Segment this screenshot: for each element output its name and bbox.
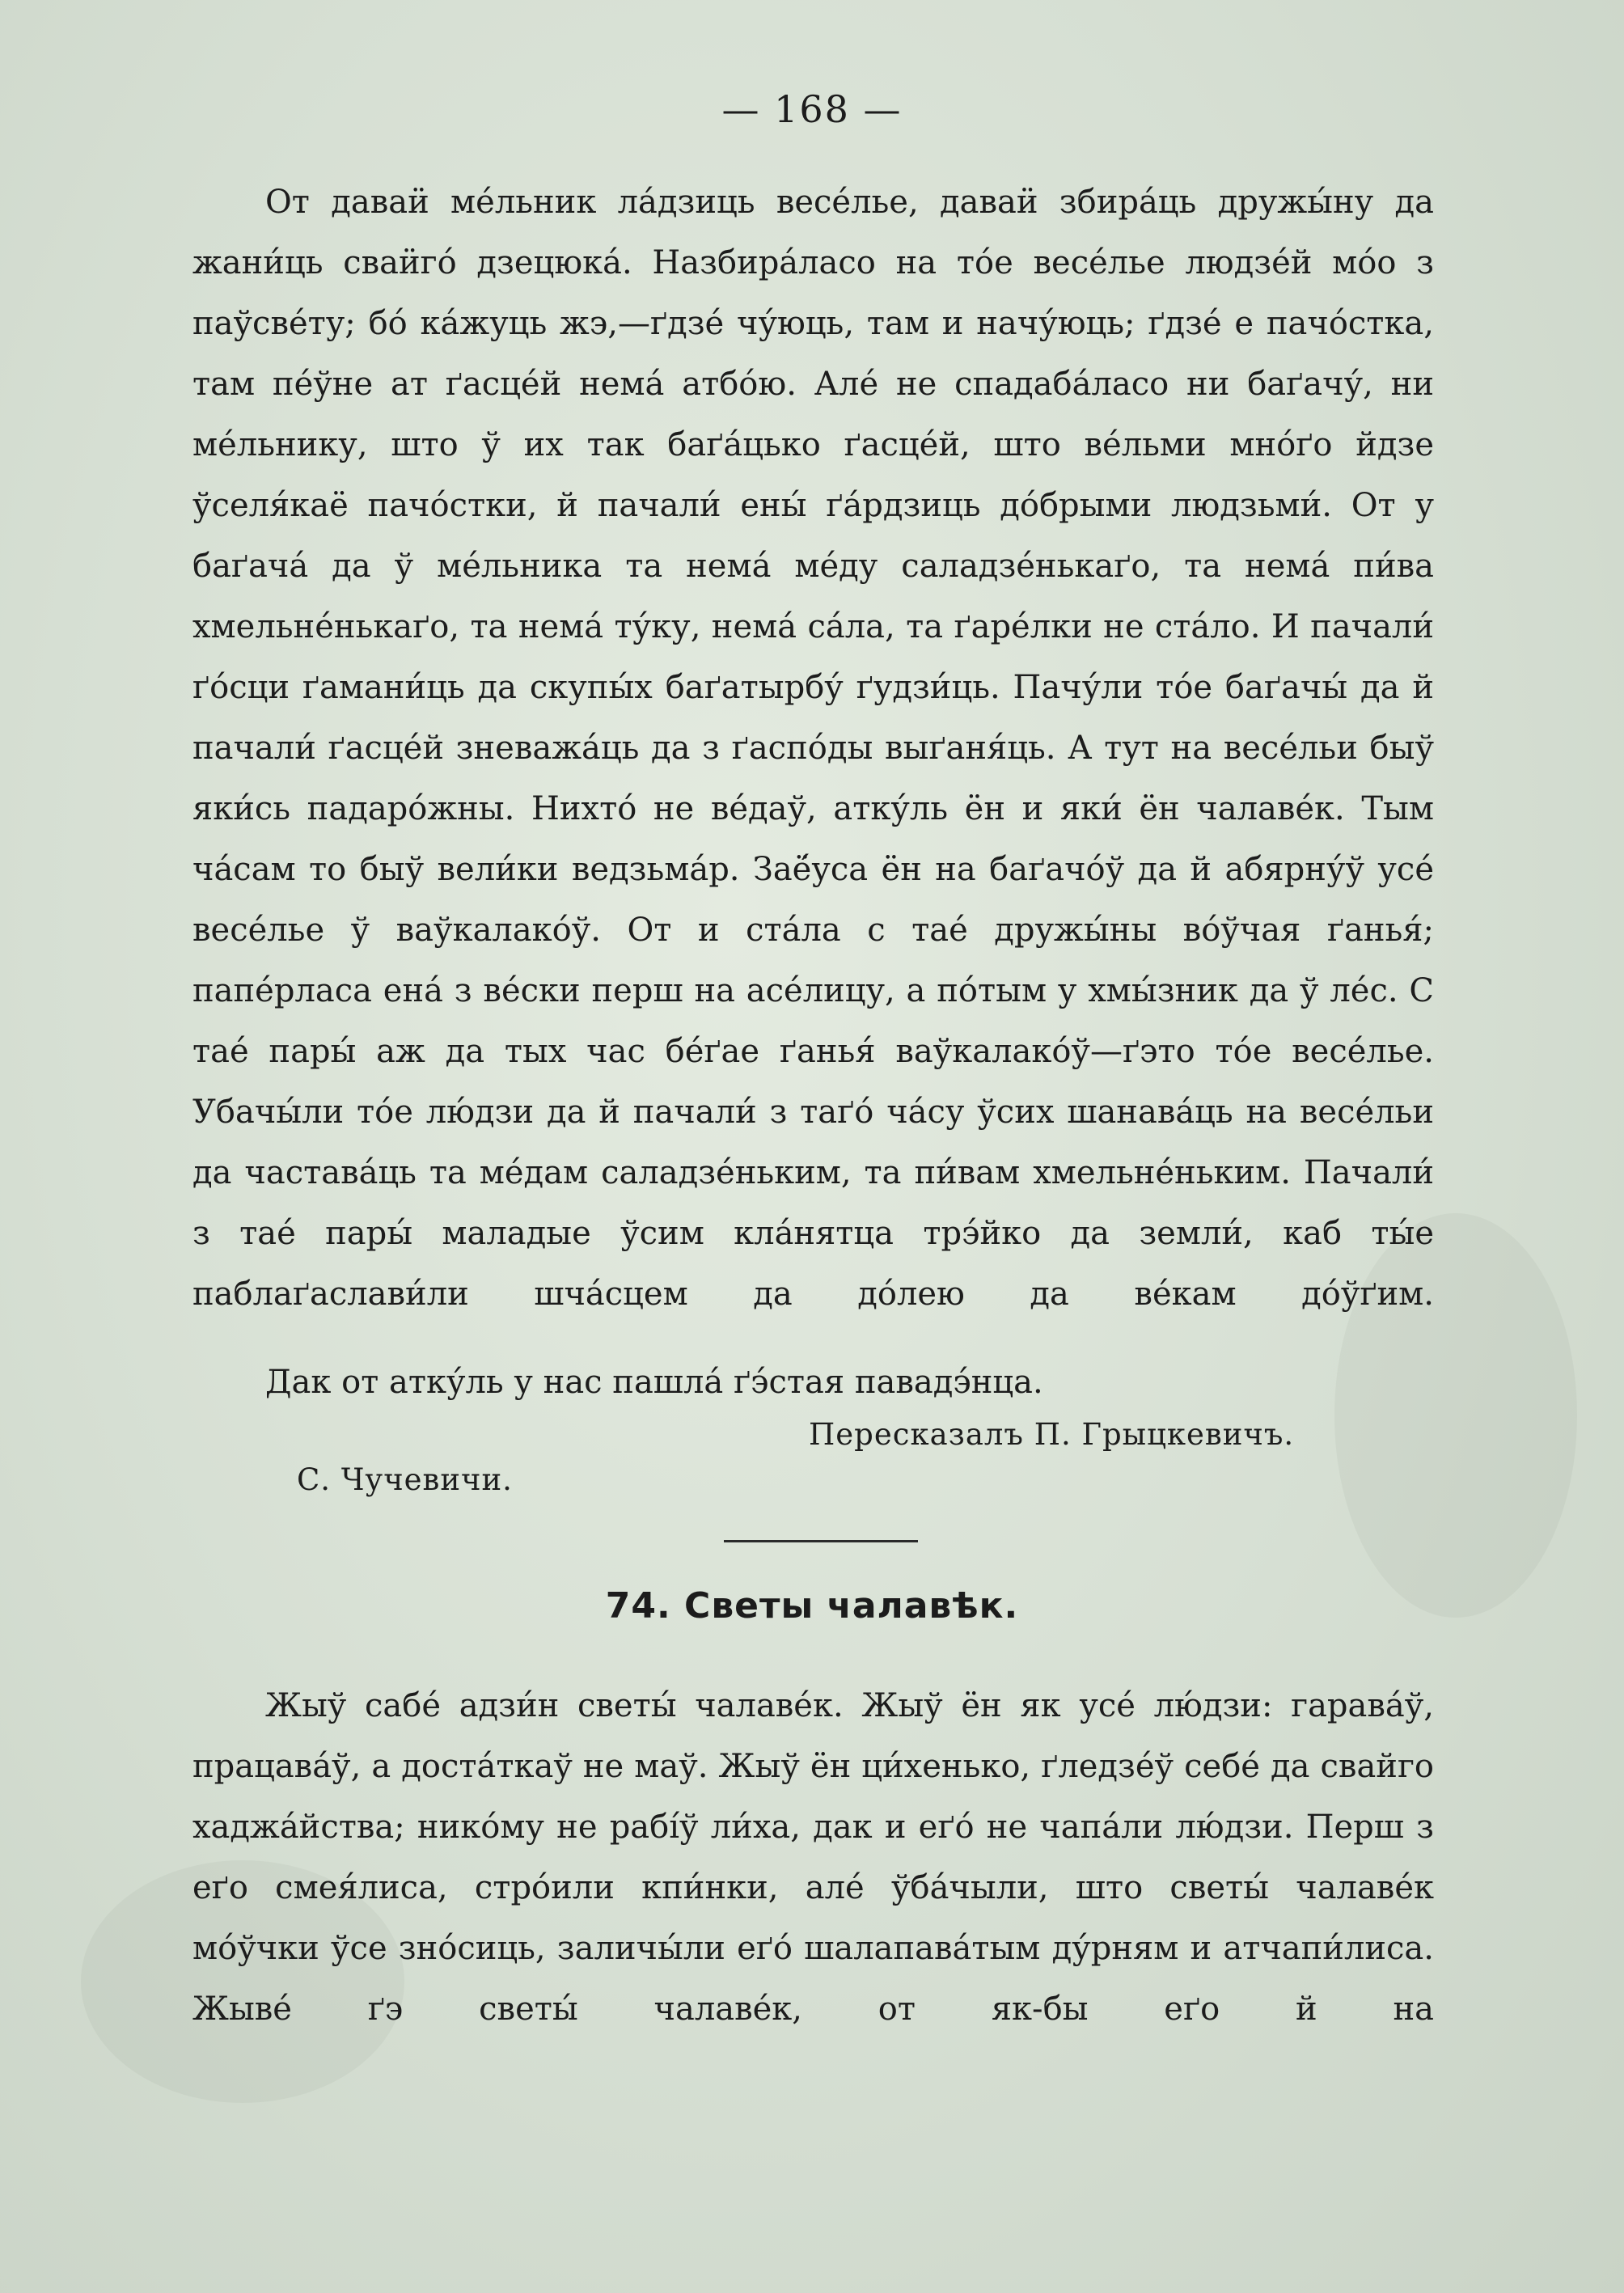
section-divider: [724, 1540, 918, 1542]
story-paragraph: Жыў сабе́ адзи́н светы́ чалаве́к. Жыў ён як усе́ лю́дзи: гарава́ў, працава́ў, а доста́ткаў не маў. Жыў ён ци́хенько, ґледзе́ў себе́ да свайго хаджа́йства; нико́му не рабі́ў ли́ха, дак и еґо́ не чапа́ли лю́дзи. Перш з еґо смея́лиса, стро́или кпи́нки, але́ ўба́чыли, што светы́ чалаве́к мо́ўчки ўсе зно́сиць, заличы́ли еґо́ шалапава́тым ду́рням и атчапи́лиса. Жыве́ ґэ светы́ чалаве́к, от як-бы еґо й на: [192, 1687, 1434, 2028]
story-heading: 74. Светы чалавѣк.: [605, 1585, 1019, 1627]
village-name: С. Чучевичи.: [297, 1462, 513, 1497]
page-number: — 168 —: [721, 87, 903, 131]
story-paragraph: От даваӥ ме́льник ла́дзиць весе́лье, даваӥ збира́ць дружы́ну да жани́ць сваӥго́ дзецюка́. Назбира́ласо на то́е весе́лье людзе́й мо́о з паўсве́ту; бо́ ка́жуць жэ,—ґдзе́ чу́юць, там и начу́юць; ґдзе́ е пачо́стка, там пе́ўне ат ґасце́й нема́ атбо́ю. Але́ не спадаба́ласо ни баґачу́, ни ме́льнику, што ў их так баґа́цько ґасце́й, што ве́льми мно́ґо йдзе ўселя́каё пачо́стки, й пачали́ ены́ ґа́рдзиць до́брыми людзьми́. От у баґача́ да ў ме́льника та нема́ ме́ду саладзе́нькаґо, та нема́ пи́ва хмельне́нькаґо, та нема́ ту́ку, нема́ са́ла, та ґаре́лки не ста́ло. И пачали́ ґо́сци ґамани́ць да скупы́х баґатырбу́ ґудзи́ць. Пачу́ли то́е баґачы́ да й пачали́ ґасце́й зневажа́ць да з ґаспо́ды выґаня́ць. А тут на весе́льи быў яки́сь падаро́жны. Нихто́ не ве́даў, атку́ль ён и яки́ ён чалаве́к. Тым ча́сам то быў вели́ки ведзьма́р. Заё́уса ён на баґачо́ў да й абярну́ў усе́ весе́лье ў ваўкалако́ў. От и ста́ла с тае́ дружы́ны во́ўчая ґанья́; папе́рласа ена́ з ве́ски перш на асе́лицу, а по́тым у хмы́зник да ў ле́с. С тае́ пары́ аж да тых час бе́ґае ґанья́ ваўкалако́ў—ґэто то́е весе́лье. Убачы́ли то́е лю́дзи да й пачали́ з таґо́ ча́су ўсих шанава́ць на весе́льи да частава́ць та ме́дам саладзе́ньким, та пи́вам хмельне́ньким. Пачали́ з тае́ пары́ маладые ўсим кла́нятца трэ́йко да земли́, каб ты́е паблаґаслави́ли шча́сцем да до́лею да ве́кам до́ўґим.: [192, 184, 1434, 1313]
story-text: [192, 172, 1434, 1325]
narrator-credit: Пересказалъ П. Грыцкевичъ.: [809, 1417, 1295, 1452]
story-text: [192, 1676, 1434, 2040]
closing-line: Дак от атку́ль у нас пашла́ ґэ́стая павадэ́нца.: [265, 1364, 1043, 1401]
